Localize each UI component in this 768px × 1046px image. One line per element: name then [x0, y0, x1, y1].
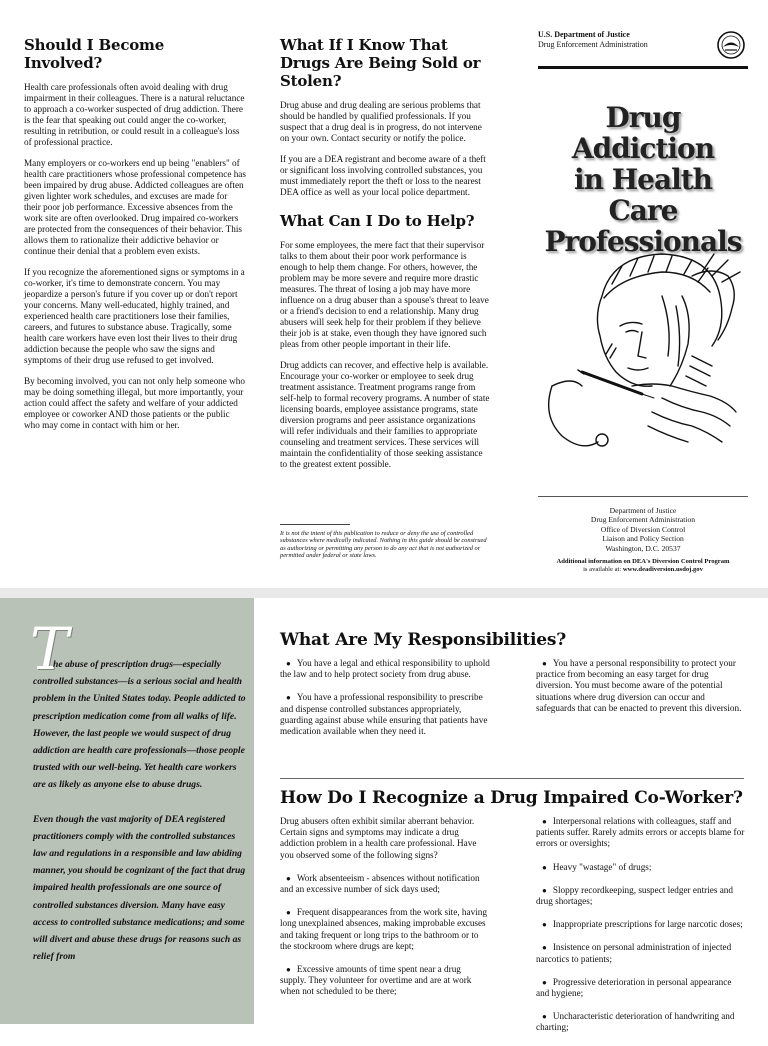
bullet-item: ● Insistence on personal administration of injected narcotics to patients;	[536, 942, 732, 964]
paragraph: By becoming involved, you can not only help someone who may be doing something illegal, but more importantly, your action could affect the safety and welfare of your addicted employee or coworker AND those patients or the public who may come in contact with him or her.	[24, 376, 245, 430]
paragraph: Drug addicts can recover, and effective help is available. Encourage your co-worker or employee to seek drug treatment assistance. Treatment programs range from self-help to formal recovery programs. A number of state licensing boards, employee assistance programs, state diversion programs and peer assistance organizations will refer individuals and their families to appropriate counseling and treatment services. These services will maintain the confidentiality of those seeking assistance to the greatest extent possible.	[280, 360, 490, 469]
address-line: Liaison and Policy Section	[602, 534, 684, 544]
info-line: Additional information on DEA's Diversion Control Program	[556, 558, 730, 565]
panel-separator	[0, 588, 768, 598]
bullet-item: ● You have a professional responsibility to prescribe and dispense controlled substances appropriately, guarding against abuse while ensuring that patients have medication available when they need it.	[280, 692, 488, 737]
title-line: Drug Addiction	[571, 101, 715, 165]
header-rule	[538, 66, 748, 69]
bullet-icon: ●	[286, 873, 291, 883]
heading-responsibilities: What Are My Responsibilities?	[280, 630, 566, 650]
bullet-icon: ●	[542, 659, 547, 668]
paragraph: Health care professionals often avoid dealing with drug impairment in their colleagues. There is a natural reluctance to approach a co-worker suspected of drug addiction. There is the fear that speaking out could anger the co-worker, resulting in retribution, or could result in a colleague's loss of professional practice.	[24, 82, 245, 147]
distressed-professional-illustration	[542, 236, 748, 481]
bullet-item: ● Frequent disappearances from the work site, having long unexplained absences, making improbable excuses and taking frequent or long trips to the bathroom or to the stockroom where drugs are kept;	[280, 907, 487, 951]
mailing-address	[538, 506, 748, 553]
bullet-item: ● Progressive deterioration in personal appearance and hygiene;	[536, 976, 732, 999]
responsibilities-right	[536, 658, 746, 726]
paragraph: If you are a DEA registrant and become aware of a theft or significant loss involving controlled substances, you must immediately report the theft or loss to the nearest DEA office as well as your local police department.	[280, 154, 486, 197]
title-line: Professionals	[544, 225, 742, 258]
address-line: Department of Justice	[609, 506, 677, 515]
agency-subname: Drug Enforcement Administration	[538, 40, 648, 49]
info-prefix: is available at:	[583, 566, 622, 574]
heading-drugs-sold-or-stolen: What If I Know That Drugs Are Being Sold or Stolen?	[280, 36, 481, 90]
bullet-item: ● Work absenteeism - absences without notification and an excessive number of sick days used;	[280, 872, 480, 895]
recognize-intro: Drug abusers often exhibit similar aberrant behavior. Certain signs and symptoms may indicate a drug addiction problem in a health care professional. Have you observed some of the following signs?	[280, 816, 477, 860]
column-sold-or-stolen	[280, 36, 492, 480]
bullet-icon: ●	[542, 1012, 547, 1022]
bullet-icon: ●	[542, 862, 547, 872]
bullet-item: ● You have a personal responsibility to protect your practice from becoming an easy target for drug diversion. You must become aware of the potential situations where drug diversion can occur and safeguards that can be enacted to prevent this diversion.	[536, 658, 742, 713]
bullet-item: ● You have a legal and ethical responsibility to uphold the law and to help protect society from drug abuse.	[280, 658, 490, 680]
title-line: in Health Care	[573, 163, 713, 227]
paragraph: Many employers or co-workers end up being "enablers" of health care practitioners whose professional competence has been impaired by drug abuse. Addicted colleagues are often given lighter work schedules, and excuses are made for their poor job performance. Excessive absences from the work site are often overlooked. Drug impaired co-workers are protected from the consequences of their behavior. This allows them to rationalize their addictive behavior or continue their denial that a problem even exists.	[24, 158, 246, 256]
intro-text	[33, 656, 247, 982]
bullet-item: ● Inappropriate prescriptions for large narcotic doses;	[542, 919, 743, 930]
bullet-item: ● Uncharacteristic deterioration of handwriting and charting;	[536, 1011, 735, 1033]
doj-seal-icon	[716, 30, 746, 60]
paragraph: For some employees, the mere fact that their supervisor talks to them about their poor work performance is enough to help them change. For others, however, the problem may be more severe and require more drastic measures. The threat of losing a job may have more influence on a drug abuser than a spouse's threat to leave or a friend's decision to end a relationship. Many drug abusers will seek help for their problem if they believe their job is at stake, even though they have ignored such pleas from other people important in their life.	[280, 240, 489, 349]
divider	[538, 496, 748, 497]
bullet-icon: ●	[542, 920, 547, 930]
bullet-icon: ●	[542, 977, 547, 987]
address-line: Washington, D.C. 20537	[605, 543, 681, 553]
heading-recognize-impaired-coworker: How Do I Recognize a Drug Impaired Co-Worker?	[280, 788, 743, 808]
address-line: Drug Enforcement Administration	[590, 515, 696, 525]
responsibilities-left	[280, 658, 490, 749]
column-should-i-become-involved	[24, 36, 246, 441]
heading-what-can-i-do: What Can I Do to Help?	[280, 212, 475, 230]
address-line: Office of Diversion Control	[600, 524, 686, 534]
paragraph: If you recognize the aforementioned signs or symptoms in a co-worker, it's time to demonstrate concern. You may jeopardize a person's future if you cover up or don't report your concerns. Many well-educated, highly trained, and experienced health care practitioners lose their families, careers, and futures to substance abuse. Tragically, some health care workers have even lost their lives to their drug addiction because the people who saw the signs and symptoms of their drug use refused to get involved.	[24, 267, 245, 365]
bullet-icon: ●	[286, 908, 291, 918]
bullet-item: ● Sloppy recordkeeping, suspect ledger entries and drug shortages;	[536, 884, 733, 907]
cover-column	[538, 30, 748, 574]
bullet-icon: ●	[542, 943, 547, 953]
bullet-icon: ●	[286, 659, 291, 668]
disclaimer-text: It is not the intent of this publication to reduce or deny the use of controlled substances where medically indicated. Nothing in this guide should be construed as authorizing or permitting any person to do any act that is not authorized or permitted under federal or state laws.	[280, 530, 487, 560]
bullet-item: ● Interpersonal relations with colleagues, staff and patients suffer. Rarely admits errors or accepts blame for errors or oversights;	[536, 816, 745, 849]
bullet-icon: ●	[542, 885, 547, 895]
bullet-item: ● Heavy "wastage" of drugs;	[542, 861, 652, 872]
bullet-icon: ●	[542, 817, 547, 826]
agency-name: U.S. Department of Justice	[538, 30, 630, 39]
bullet-icon: ●	[286, 965, 291, 975]
divider	[280, 778, 744, 779]
recognize-left	[280, 816, 488, 1010]
bullet-item: ● Excessive amounts of time spent near a drug supply. They volunteer for overtime and are at work when not scheduled to be there;	[280, 964, 472, 997]
heading-should-i-become-involved: Should I Become Involved?	[24, 36, 165, 72]
brochure-title	[538, 102, 748, 257]
paragraph: Drug abuse and drug dealing are serious problems that should be handled by qualified professionals. If you suspect that a drug deal is in progress, do not intervene on your own. Contact security or notify the police.	[280, 100, 482, 143]
drop-cap-letter: T	[30, 615, 69, 683]
website-link[interactable]: www.deadiversion.usdoj.gov	[622, 566, 703, 574]
intro-sidebar	[0, 598, 254, 1024]
intro-paragraph: he abuse of prescription drugs—especially controlled substances—is a serious social and health problem in the United States today. People addicted to prescription medication come from all walks of life. However, the last people we would suspect of drug addiction are health care professionals—those people trusted with our well-being. Yet health care workers are as likely as anyone else to abuse drugs.	[33, 659, 246, 791]
recognize-right	[536, 816, 746, 1046]
bullet-icon: ●	[286, 693, 291, 703]
intro-paragraph: Even though the vast majority of DEA registered practitioners comply with the controlled substances law and regulations in a responsible and law abiding manner, you should be cognizant of the fact that drug impaired health professionals are one source of controlled substances diversion. Many have easy access to controlled substance medications; and some will divert and abuse these drugs for reasons such as relief from	[33, 813, 246, 963]
brochure-inside-panel	[0, 598, 768, 1033]
additional-info	[538, 558, 748, 575]
divider	[280, 524, 350, 525]
